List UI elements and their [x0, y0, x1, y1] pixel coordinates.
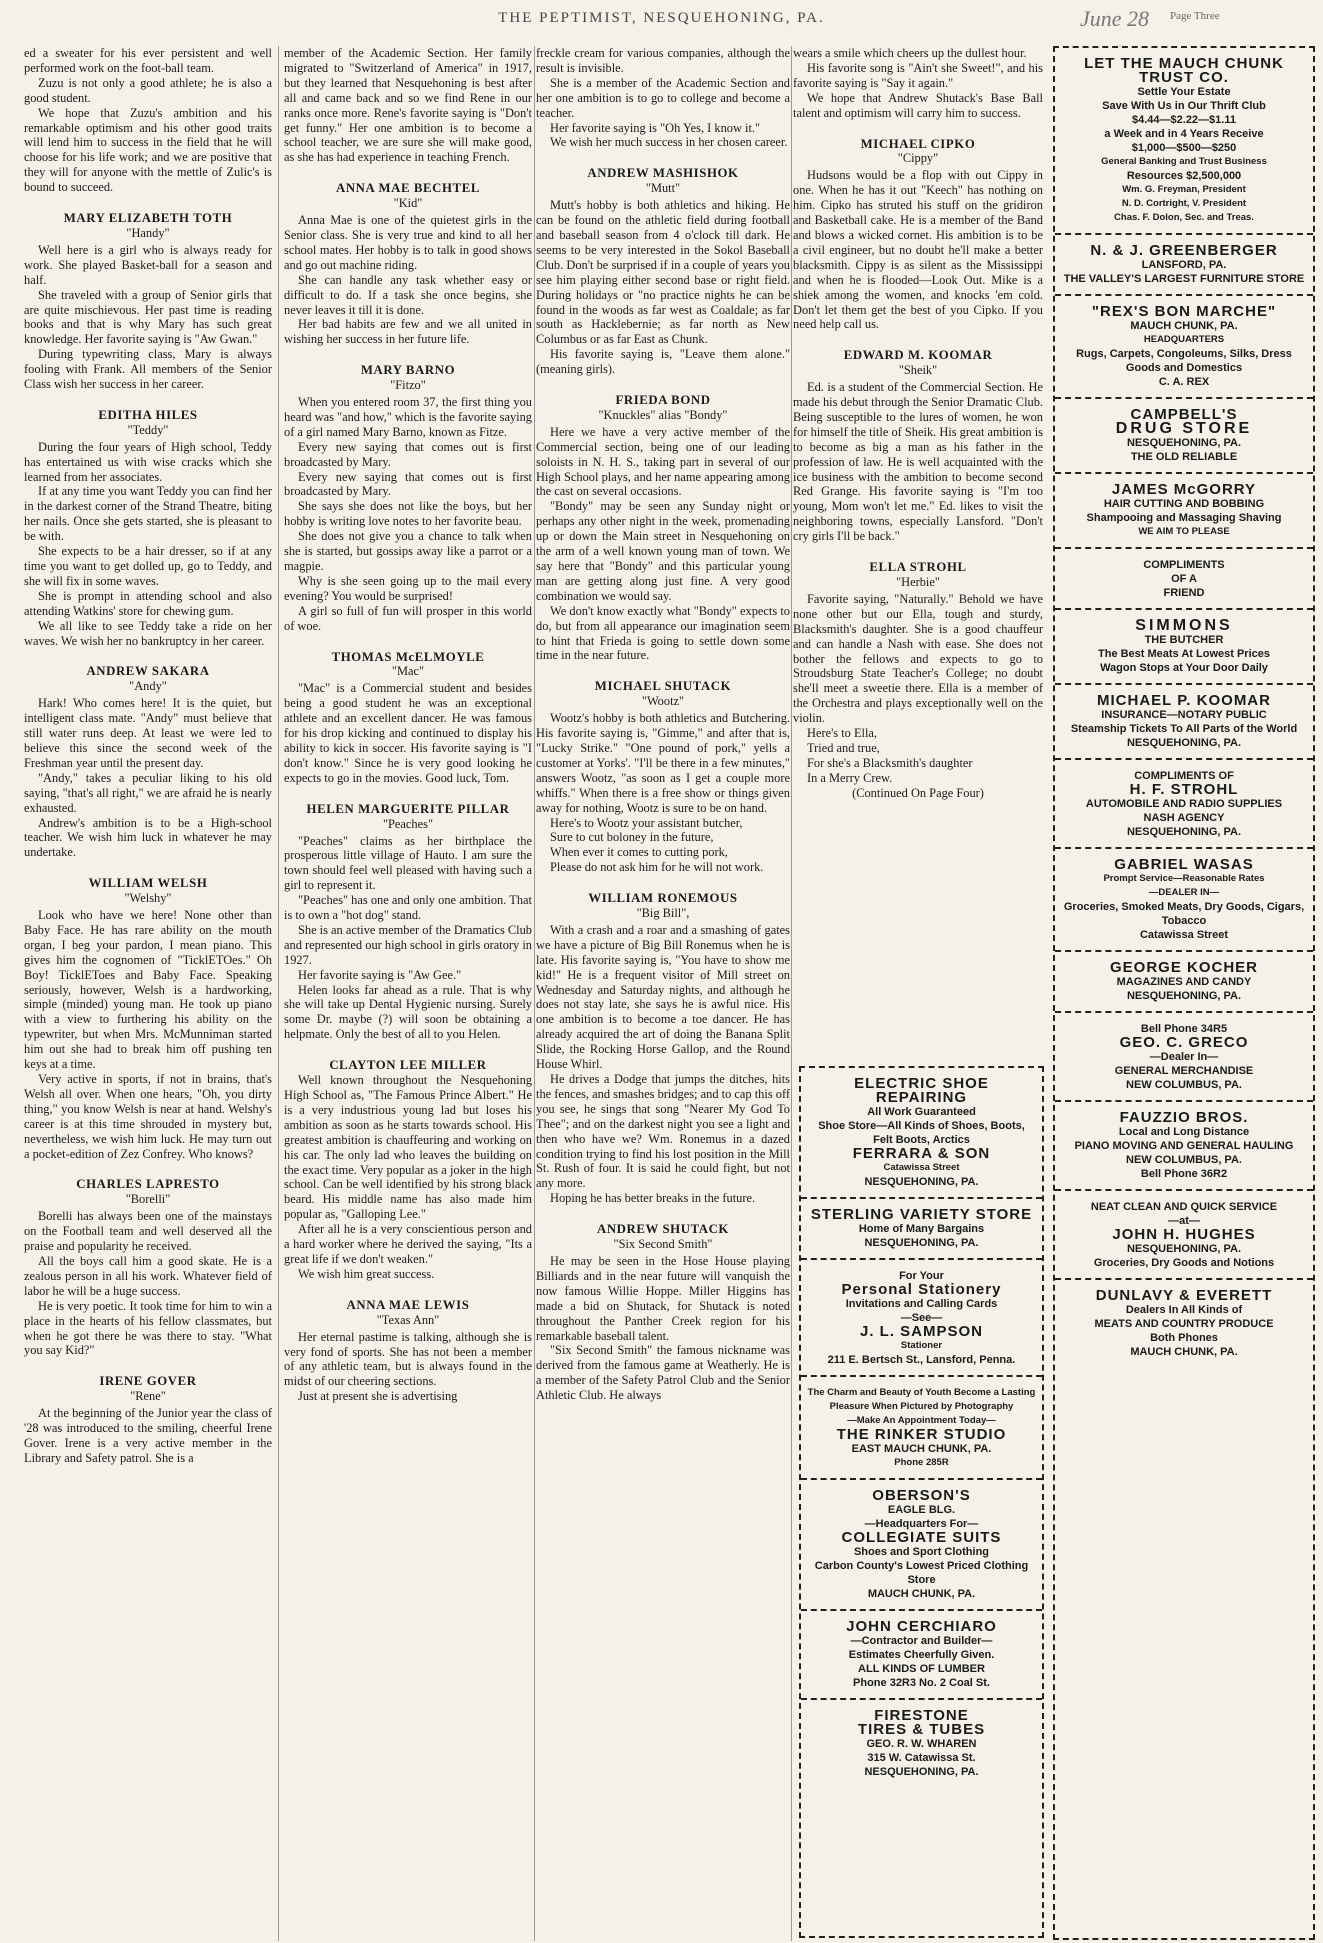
ad-line: JAMES McGORRY	[1111, 481, 1257, 498]
article-paragraph: "Six Second Smith" the famous nickname was derived from the famous game at Weatherly. He is a member of the Safety Patrol Club and the Senior Athletic Club. He always	[536, 1343, 790, 1403]
ad-line: NESQUEHONING, PA.	[864, 1766, 979, 1778]
ad-line: TIRES & TUBES	[857, 1721, 986, 1738]
advertisement	[1055, 48, 1313, 235]
article-paragraph: Mutt's hobby is both athletics and hiking. He can be found on the athletic field during football and baseball season from 4 o'clock till dark. He seems to be very interested in the Sokol Baseball Club. Don't be surprised if in a couple of years you see him playing either second base or right field. During holidays or "no practice nights he can be found in the woods as far west as Coaldale; as far south as Hacklebernie; as far north as New Columbus or as far East as Chunk.	[536, 198, 790, 347]
article-paragraph: Wootz's hobby is both athletics and Butchering. His favorite saying is, "Gimme," and after that is, "Lucky Strike." "One pound of pork," yells a customer at Yorks'. "I'll be there in a few minutes," answers Wootz, "as soon as I get a couple more whiffs." When there is a free show or things given away for nothing, Wootz is sure to be on hand.	[536, 711, 790, 815]
ad-line: AUTOMOBILE AND RADIO SUPPLIES	[1085, 798, 1283, 810]
student-name-heading: ANNA MAE BECHTEL	[336, 181, 480, 196]
ad-line: NESQUEHONING, PA.	[864, 1237, 979, 1249]
ad-line: DRUG STORE	[1115, 420, 1253, 437]
advertisement	[1055, 1102, 1313, 1191]
ad-line: N. & J. GREENBERGER	[1090, 242, 1278, 259]
article-paragraph: She is prompt in attending school and also attending Watkins' store for chewing gum.	[24, 588, 272, 618]
advertisement	[1055, 235, 1313, 296]
ad-line: STERLING VARIETY STORE	[810, 1206, 1033, 1223]
student-name-heading: MICHAEL CIPKO	[860, 136, 976, 151]
article-paragraph: For she's a Blacksmith's daughter	[807, 755, 973, 770]
ad-line: General Banking and Trust Business	[1101, 156, 1267, 167]
article-paragraph: In a Merry Crew.	[807, 770, 893, 785]
student-nickname: "Peaches"	[382, 816, 434, 831]
article-paragraph: Helen looks far ahead as a rule. That is why she will take up Dental Hygienic nursing. Surely some Dr. maybe (?) will soon be obtaining a helpmate. Only the best of all to you Helen.	[284, 982, 532, 1042]
ad-line: NESQUEHONING, PA.	[1126, 826, 1242, 838]
ad-line: OF A	[1171, 573, 1197, 585]
advertisement	[1055, 1280, 1313, 1367]
column-rule	[791, 46, 792, 1941]
ad-line: Save With Us in Our Thrift Club	[1102, 100, 1266, 112]
ad-line: Dealers In All Kinds of	[1125, 1304, 1243, 1316]
student-name-heading: FRIEDA BOND	[615, 393, 711, 408]
ad-line: Groceries, Dry Goods and Notions	[1093, 1257, 1275, 1269]
advertisement	[801, 1377, 1042, 1480]
student-name-heading: WILLIAM RONEMOUS	[588, 891, 738, 906]
ad-line: GEO. C. GRECO	[1119, 1034, 1249, 1051]
student-name-heading: ELLA STROHL	[869, 560, 967, 575]
article-column-3	[536, 46, 790, 1941]
handwritten-date: June 28	[1080, 6, 1150, 31]
ad-line: NESQUEHONING, PA.	[1126, 737, 1242, 749]
advertisement	[1055, 549, 1313, 610]
article-paragraph: She is a member of the Academic Section and her one ambition is to go to college and become a teacher.	[536, 75, 790, 120]
article-paragraph: Borelli has always been one of the mainstays on the Football team and well deserved all the praise and popularity he received.	[24, 1209, 272, 1254]
ad-line: $4.44—$2.22—$1.11	[1132, 114, 1236, 126]
article-paragraph: We don't know exactly what "Bondy" expects to do, but from all appearance our imagination seem to hint that Frieda is going to settle down some time in the near future.	[536, 603, 790, 663]
advertisement-column-right	[1053, 46, 1315, 1940]
ad-line: Invitations and Calling Cards	[845, 1298, 998, 1310]
ad-line: WE AIM TO PLEASE	[1138, 526, 1230, 537]
ad-line: 315 W. Catawissa St.	[867, 1752, 976, 1764]
ad-line: HEADQUARTERS	[1143, 334, 1225, 345]
article-paragraph: Zuzu is not only a good athlete; he is also a good student.	[24, 75, 272, 105]
ad-line: OBERSON'S	[872, 1487, 971, 1504]
article-paragraph: When you entered room 37, the first thing you heard was "and how," which is the favorite saying of a girl named Mary Barno, known as Fitze.	[284, 395, 532, 439]
ad-line: LET THE MAUCH CHUNK TRUST CO.	[1084, 55, 1284, 86]
student-nickname: "Kid"	[393, 196, 423, 211]
ad-line: NEW COLUMBUS, PA.	[1126, 1079, 1242, 1091]
advertisement	[1055, 1013, 1313, 1102]
student-name-heading: HELEN MARGUERITE PILLAR	[306, 801, 510, 816]
student-nickname: "Handy"	[126, 225, 170, 240]
ad-line: Bell Phone 36R2	[1140, 1168, 1228, 1180]
ad-line: MAUCH CHUNK, PA.	[1130, 320, 1238, 332]
student-name-heading: ANDREW SHUTACK	[596, 1222, 729, 1237]
ad-line: —DEALER IN—	[1148, 887, 1220, 898]
student-nickname: "Six Second Smith"	[613, 1237, 713, 1252]
ad-line: The Charm and Beauty of Youth Become a Lasting Pleasure When Pictured by Photography	[807, 1387, 1036, 1412]
ad-line: COMPLIMENTS OF	[1134, 770, 1234, 782]
ad-line: JOHN H. HUGHES	[1112, 1226, 1256, 1243]
ad-line: EAST MAUCH CHUNK, PA.	[851, 1443, 992, 1455]
article-paragraph: During typewriting class, Mary is always fooling with Frank. All members of the Senior Class wish her success in her career.	[24, 347, 272, 392]
article-paragraph: Her bad habits are few and we all united in wishing her success in her future life.	[284, 317, 532, 347]
masthead	[0, 6, 1323, 36]
ad-line: Shampooing and Massaging Shaving	[1086, 512, 1282, 524]
ad-line: COMPLIMENTS	[1143, 559, 1225, 571]
ad-line: Rugs, Carpets, Congoleums, Silks, Dress Goods and Domestics	[1076, 348, 1292, 374]
student-nickname: "Mac"	[391, 664, 425, 679]
article-paragraph: Here's to Wootz your assistant butcher,	[550, 815, 743, 830]
ad-line: Personal Stationery	[841, 1281, 1002, 1298]
ad-line: ELECTRIC SHOE REPAIRING	[854, 1075, 989, 1106]
ad-line: Carbon County's Lowest Priced Clothing Store	[814, 1560, 1029, 1586]
advertisement	[1055, 760, 1313, 849]
student-nickname: "Wootz"	[641, 694, 685, 709]
student-name-heading: ANNA MAE LEWIS	[346, 1297, 470, 1312]
article-paragraph: He drives a Dodge that jumps the ditches, hits the fences, and smashes bridges; and to cap this off you see, he sings that song "Nearer My God To Thee"; and on the darkest night you see a light and then who have we? Wm. Ronemus in a dazed condition trying to find his lost position in the Mill St. Rush of four. It is said he could fight, but not any more.	[536, 1072, 790, 1191]
article-paragraph: Hoping he has better breaks in the future.	[550, 1191, 756, 1206]
student-nickname: "Cippy"	[897, 151, 939, 166]
ad-line: Estimates Cheerfully Given.	[848, 1649, 995, 1661]
article-paragraph: Favorite saying, "Naturally." Behold we have none other but our Ella, tough and sturdy, Blacksmith's daughter. She is a good chauffeur and can handle a Nash with ease. She does not bother the fellows and expects to go to Stroudsburg State Teacher's College; no doubt she'll meet a sweetie there. Ella is a member of the Orchestra and plays exceptionally well on the violin.	[793, 591, 1043, 726]
ad-line: Prompt Service—Reasonable Rates	[1103, 873, 1265, 884]
article-paragraph: member of the Academic Section. Her family migrated to "Switzerland of America" in 1917, but they learned that Nesquehoning is best after all and came back and so we find Rene in our ranks once more. Rene's favorite saying is "Don't get funny." Her one ambition is to become a school teacher, we are sure she will make good, as she has had experience in teaching French.	[284, 46, 532, 165]
ad-line: PIANO MOVING AND GENERAL HAULING	[1074, 1140, 1294, 1152]
ad-line: NESQUEHONING, PA.	[864, 1176, 979, 1188]
article-paragraph: Just at present she is advertising	[298, 1389, 458, 1404]
advertisement-column-left	[799, 1066, 1044, 1938]
advertisement	[1055, 1191, 1313, 1280]
ad-line: INSURANCE—NOTARY PUBLIC	[1101, 709, 1267, 721]
ad-line: THE OLD RELIABLE	[1130, 451, 1238, 463]
student-name-heading: WILLIAM WELSH	[88, 876, 208, 891]
article-paragraph: If at any time you want Teddy you can find her in the darkest corner of the Strand Theatre, biting her nails. Once she gets started, she is pleasant to be with.	[24, 484, 272, 544]
article-paragraph: She expects to be a hair dresser, so if at any time you want to get dolled up, go to Teddy, and she will fix in some waves.	[24, 544, 272, 588]
advertisement	[1055, 952, 1313, 1013]
ad-line: J. L. SAMPSON	[859, 1323, 984, 1340]
article-paragraph: With a crash and a roar and a smashing of gates we have a picture of Big Bill Ronemus when he is late. His favorite saying is, "You have to show me kid!" He is a frequent visitor of Mill street on Wednesday and Saturday nights, and although he does not stay late, she says he is awful nice. His one ambition is to become a toe dancer. He has already acquired the art of doing the Banana Split Slide, the Rocking Horse Gallop, and the Round House Whirl.	[536, 922, 790, 1072]
student-name-heading: ANDREW SAKARA	[86, 664, 210, 679]
article-paragraph: We hope that Zuzu's ambition and his remarkable optimism and his other good traits will lend him to success in the field that he will choose for his life work; and we are positive that they will for anyone with the mettle of Zulic's is bound to succeed.	[24, 105, 272, 195]
article-paragraph: After all he is a very conscientious person and a hard worker where he derived the saying, "Its a great life if we don't weaken."	[284, 1222, 532, 1266]
article-paragraph: She says she does not like the boys, but her hobby is writing love notes to her favorite beau.	[284, 499, 532, 529]
article-paragraph: Sure to cut boloney in the future,	[550, 830, 714, 845]
ad-line: Catawissa Street	[1139, 929, 1229, 941]
ad-line: C. A. REX	[1158, 376, 1210, 388]
article-paragraph: When ever it comes to cutting pork,	[550, 845, 728, 860]
ad-line: SIMMONS	[1135, 617, 1233, 634]
article-paragraph: He is very poetic. It took time for him to win a place in the hearts of his fellow classmates, but when he got there he was there to stay. "What you say Kid?"	[24, 1298, 272, 1358]
article-column-4	[793, 46, 1043, 1056]
article-paragraph: Every new saying that comes out is first broadcasted by Mary.	[284, 469, 532, 499]
student-nickname: "Welshy"	[124, 891, 172, 906]
ad-line: $1,000—$500—$250	[1131, 142, 1237, 154]
article-paragraph: Andrew's ambition is to be a High-school teacher. We wish him luck in whatever he may undertake.	[24, 815, 272, 860]
article-paragraph: She traveled with a group of Senior girls that are quite mischievous. Her past time is reading books and that is why Mary has such great knowledge. Her favorite saying is "Aw Gwan."	[24, 287, 272, 347]
ad-line: GEORGE KOCHER	[1109, 959, 1258, 976]
article-paragraph: She can handle any task whether easy or difficult to do. If a task she once begins, she never leaves it till it is done.	[284, 272, 532, 317]
article-paragraph: Very active in sports, if not in brains, that's Welsh all over. When one hears, "Oh, you dirty thing," you know Welsh is near at hand. Welshy's career is at this time shrouded in mystery but, nevertheless, we wish him luck. He may turn out a pocket-edition of Zez Confrey. Who knows?	[24, 1072, 272, 1161]
newspaper-title: THE PEPTIMIST, NESQUEHONING, PA.	[498, 10, 825, 26]
ad-line: JOHN CERCHIARO	[846, 1618, 997, 1635]
student-nickname: (Continued On Page Four)	[852, 785, 984, 800]
ad-line: a Week and in 4 Years Receive	[1104, 128, 1264, 140]
ad-line: Groceries, Smoked Meats, Dry Goods, Cigars, Tobacco	[1063, 901, 1305, 927]
student-nickname: "Sheik"	[898, 363, 938, 378]
ad-line: Shoe Store—All Kinds of Shoes, Boots, Felt Boots, Arctics	[818, 1120, 1025, 1146]
article-paragraph: At the beginning of the Junior year the class of '28 was introduced to the smiling, cheerful Irene Gover. Irene is a very active member in the Library and Safety patrol. She is a	[24, 1406, 272, 1465]
article-paragraph: She is an active member of the Dramatics Club and represented our high school in girls oratory in 1927.	[284, 922, 532, 967]
ad-line: FERRARA & SON	[852, 1145, 991, 1162]
ad-line: THE VALLEY'S LARGEST FURNITURE STORE	[1063, 273, 1305, 285]
student-name-heading: CLAYTON LEE MILLER	[329, 1058, 487, 1073]
student-name-heading: EDWARD M. KOOMAR	[843, 348, 993, 363]
article-paragraph: A girl so full of fun will prosper in this world of woe.	[284, 603, 532, 633]
article-paragraph: Hark! Who comes here! It is the quiet, but intelligent class mate. "Andy" must believe that still water runs deep. At least we were led to believe this since the second week of the Freshman year until the present day.	[24, 696, 272, 770]
article-paragraph: Her eternal pastime is talking, although she is very fond of sports. She has not been a member of any athletic team, but is always found in the midst of our cheering sections.	[284, 1329, 532, 1389]
student-nickname: "Big Bill",	[636, 906, 690, 921]
ad-line: MAGAZINES AND CANDY	[1116, 976, 1252, 988]
ad-line: All Work Guaranteed	[867, 1106, 976, 1118]
article-paragraph: freckle cream for various companies, although the result is invisible.	[536, 46, 790, 75]
article-paragraph: His favorite song is "Ain't she Sweet!", and his favorite saying is "Say it again."	[793, 60, 1043, 90]
ad-line: —at—	[1168, 1215, 1200, 1227]
ad-line: —Headquarters For—	[864, 1518, 979, 1530]
advertisement	[801, 1199, 1042, 1260]
ad-line: Phone 32R3 No. 2 Coal St.	[853, 1677, 990, 1689]
ad-line: Chas. F. Dolon, Sec. and Treas.	[1114, 212, 1254, 223]
ad-line: CAMPBELL'S	[1130, 406, 1238, 423]
advertisement	[1055, 474, 1313, 549]
article-paragraph: Please do not ask him for he will not work.	[550, 860, 764, 875]
ad-line: —Contractor and Builder—	[850, 1635, 993, 1647]
student-nickname: "Rene"	[130, 1389, 166, 1404]
article-paragraph: Tried and true,	[807, 740, 880, 755]
advertisement	[801, 1260, 1042, 1377]
article-paragraph: During the four years of High school, Teddy has entertained us with wise cracks which she learned from her associates.	[24, 439, 272, 484]
ad-line: For Your	[899, 1270, 944, 1282]
ad-line: NEW COLUMBUS, PA.	[1126, 1154, 1242, 1166]
ad-line: Local and Long Distance	[1118, 1126, 1250, 1138]
ad-line: Settle Your Estate	[1137, 86, 1231, 98]
ad-line: "REX'S BON MARCHE"	[1091, 303, 1277, 320]
ad-line: 211 E. Bertsch St., Lansford, Penna.	[827, 1354, 1016, 1366]
ad-line: Wm. G. Freyman, President	[1122, 184, 1246, 195]
column-rule	[534, 46, 535, 1941]
ad-line: NESQUEHONING, PA.	[1126, 990, 1242, 1002]
advertisement	[1055, 610, 1313, 685]
ad-line: MAUCH CHUNK, PA.	[867, 1588, 976, 1600]
article-paragraph: He may be seen in the Hose House playing Billiards and in the near future will vanquish the now famous Willie Hoppe. Miller Higgins has made a bid on Shutack, for Shutack is noted throughout the Panther Creek region for his remarkable baseball talent.	[536, 1253, 790, 1343]
article-paragraph: "Peaches" claims as her birthplace the prosperous little village of Hauto. I am sure the town should feel well pleased with having such a girl to represent it.	[284, 833, 532, 893]
article-column-2	[284, 46, 532, 1941]
ad-line: Phone 285R	[894, 1457, 949, 1468]
student-name-heading: CHARLES LAPRESTO	[76, 1177, 220, 1192]
ad-line: ALL KINDS OF LUMBER	[858, 1663, 985, 1675]
ad-line: NEAT CLEAN AND QUICK SERVICE	[1090, 1201, 1278, 1213]
article-paragraph: "Andy," takes a peculiar liking to his old saying, "that's all right," we are afraid he is nearly exhausted.	[24, 770, 272, 815]
article-paragraph: Her favorite saying is "Aw Gee."	[298, 967, 462, 982]
article-paragraph: All the boys call him a good skate. He is a zealous person in all his work. Whatever field of labor he will be a huge success.	[24, 1253, 272, 1298]
article-paragraph: Why is she seen going up to the mail every evening? You would be surprised!	[284, 573, 532, 603]
advertisement	[801, 1068, 1042, 1199]
student-nickname: "Mutt"	[645, 181, 681, 196]
ad-line: —Dealer In—	[1149, 1051, 1219, 1063]
ad-line: FRIEND	[1163, 587, 1205, 599]
student-nickname: "Herbie"	[896, 575, 940, 589]
ad-line: GENERAL MERCHANDISE	[1114, 1065, 1254, 1077]
student-nickname: "Andy"	[129, 679, 167, 694]
ad-line: —Make An Appointment Today—	[847, 1415, 996, 1426]
student-nickname: "Texas Ann"	[376, 1312, 440, 1327]
article-paragraph: We wish her much success in her chosen career.	[550, 135, 788, 150]
article-paragraph: We all like to see Teddy take a ride on her waves. We wish her no bankruptcy in her career.	[24, 618, 272, 648]
student-nickname: "Knuckles" alias "Bondy"	[598, 407, 728, 422]
ad-line: Bell Phone 34R5	[1140, 1023, 1228, 1035]
article-paragraph: His favorite saying is, "Leave them alone." (meaning girls).	[536, 347, 790, 377]
ad-line: —See—	[900, 1312, 943, 1324]
ad-line: LANSFORD, PA.	[1141, 259, 1227, 271]
ad-line: Resources $2,500,000	[1126, 170, 1242, 182]
article-column-1	[24, 46, 272, 1941]
ad-line: COLLEGIATE SUITS	[841, 1529, 1002, 1546]
article-paragraph: Anna Mae is one of the quietest girls in the Senior class. She is very true and kind to all her school mates. Her hobby is to talk in good shows and go out machine riding.	[284, 213, 532, 272]
student-nickname: "Borelli"	[125, 1192, 171, 1207]
article-paragraph: We hope that Andrew Shutack's Base Ball talent and optimism will carry him to success.	[793, 90, 1043, 120]
ad-line: Stationer	[900, 1340, 943, 1351]
advertisement	[801, 1611, 1042, 1700]
ad-line: H. F. STROHL	[1129, 781, 1239, 798]
article-paragraph: wears a smile which cheers up the dullest hour.	[793, 46, 1027, 60]
ad-line: Home of Many Bargains	[858, 1223, 985, 1235]
student-name-heading: MARY ELIZABETH TOTH	[63, 211, 233, 226]
article-paragraph: We wish him great success.	[298, 1266, 435, 1281]
article-paragraph: Here we have a very active member of the Commercial section, being one of our leading soloists in N. H. S., taking part in several of our High School plays, and her name appearing among the cast on several occasions.	[536, 424, 790, 499]
article-paragraph: "Peaches" has one and only one ambition. That is to own a "hot dog" stand.	[284, 893, 532, 923]
ad-line: Steamship Tickets To All Parts of the World	[1070, 723, 1298, 735]
ad-line: MICHAEL P. KOOMAR	[1097, 692, 1271, 709]
student-nickname: "Fitzo"	[390, 378, 426, 393]
ad-line: THE RINKER STUDIO	[836, 1426, 1007, 1443]
ad-line: FIRESTONE	[874, 1707, 969, 1724]
ad-line: N. D. Cortright, V. President	[1121, 198, 1247, 209]
article-paragraph: Well known throughout the Nesquehoning High School as, "The Famous Prince Albert." He is a very industrious young lad but loses his ambition as soon as he starts towards school. His greatest ambition is chauffeuring and working on his car. The only lad who leaves the building on the exact time. Very popular as a joker in the high school. Can be well identified by his strong black beard. His middle name has also made him popular as, "Galloping Lee."	[284, 1073, 532, 1222]
advertisement	[1055, 399, 1313, 474]
student-name-heading: MARY BARNO	[360, 363, 456, 378]
page-number: Page Three	[1170, 10, 1220, 22]
ad-line: NESQUEHONING, PA.	[1126, 437, 1242, 449]
ad-line: NASH AGENCY	[1143, 812, 1225, 824]
student-name-heading: EDITHA HILES	[98, 407, 198, 422]
student-name-heading: THOMAS McELMOYLE	[331, 649, 485, 664]
article-paragraph: Her favorite saying is "Oh Yes, I know it."	[550, 120, 761, 135]
article-paragraph: ed a sweater for his ever persistent and well performed work on the foot-ball team.	[24, 46, 272, 75]
ad-line: MEATS AND COUNTRY PRODUCE	[1094, 1318, 1274, 1330]
ad-line: DUNLAVY & EVERETT	[1095, 1287, 1273, 1304]
ad-line: MAUCH CHUNK, PA.	[1130, 1346, 1238, 1358]
article-paragraph: Well here is a girl who is always ready for work. She played Basket-ball for a season and half.	[24, 242, 272, 287]
student-name-heading: ANDREW MASHISHOK	[587, 166, 739, 181]
article-paragraph: "Bondy" may be seen any Sunday night or perhaps any other night in the week, promenading up or down the Main street in Nesquehoning on the arm of a well known young man of town. We say here that "Bondy" and this particular young man are getting along just fine. A very good combination we would say.	[536, 499, 790, 603]
article-paragraph: Every new saying that comes out is first broadcasted by Mary.	[284, 439, 532, 469]
ad-line: NESQUEHONING, PA.	[1126, 1243, 1242, 1255]
article-paragraph: Hudsons would be a flop with out Cippy in one. When he has it out "Keech" has nothing on him. Cipko has struted his stuff on the gridiron and Basketball cake. He is a member of the Band and blows a wicked cornet. His ambition is to be a civil engineer, but no doubt he'll make a better blacksmith. Cippy is as silent as the Mississippi and when he is flooded—Look Out. Mike is a shiek among the women, and knocks 'em cold. Don't let them get the best of you Cipko. If you need help call us.	[793, 168, 1043, 332]
ad-line: EAGLE BLG.	[887, 1504, 956, 1516]
ad-line: THE BUTCHER	[1144, 634, 1224, 646]
ad-line: The Best Meats At Lowest Prices	[1098, 648, 1270, 660]
article-paragraph: She does not give you a chance to talk when she is started, but gossips away like a parrot or a magpie.	[284, 529, 532, 573]
ad-line: GEO. R. W. WHAREN	[866, 1738, 977, 1750]
advertisement	[801, 1700, 1042, 1787]
advertisement	[1055, 296, 1313, 399]
advertisement	[1055, 849, 1313, 952]
ad-line: Shoes and Sport Clothing	[853, 1546, 990, 1558]
article-paragraph: Look who have we here! None other than Baby Face. He has rare ability on the mouth organ, I beg your pardon, I mean piano. This gives him the cognomen of "TicklETOes." Oh Boy! TicklEToes and Baby Face. Speaking seriously, however, Welsh is a hardworking, simple (minded) young man. He took up piano with a view to furthering his ability on the typewriter, but when Mrs. McMunniman started him out she had to break him off pushing ten keys at a time.	[24, 908, 272, 1072]
ad-line: Both Phones	[1150, 1332, 1218, 1344]
article-paragraph: Here's to Ella,	[807, 726, 878, 741]
ad-line: FAUZZIO BROS.	[1119, 1109, 1249, 1126]
advertisement	[1055, 685, 1313, 760]
student-name-heading: MICHAEL SHUTACK	[594, 679, 732, 694]
ad-line: GABRIEL WASAS	[1114, 856, 1254, 873]
ad-line: Catawissa Street	[883, 1162, 960, 1173]
ad-line: Wagon Stops at Your Door Daily	[1100, 662, 1268, 674]
article-paragraph: "Mac" is a Commercial student and besides being a good student he was an exceptional athlete and an excellent dancer. He was famous for his drop kicking and continued to display his ability to kick in soccer. His favorite saying is "I don't know." Since he is very good looking he expects to go in the movies. Good luck, Tom.	[284, 681, 532, 785]
article-paragraph: Ed. is a student of the Commercial Section. He made his debut through the Senior Dramatic Club. Being susceptible to the lures of women, he won for himself the title of Sheik. His great ambition is to become as big a man as his father in the profession of law. He is well acquainted with the ice business with the ambition to become second Red Grange. His favorite saying is "I'm too young, Mom won't let me." Ed. likes to visit the neighboring towns, especially Lansford. "Don't cry girls I'll be back."	[793, 380, 1043, 544]
column-rule	[278, 46, 279, 1941]
advertisement	[801, 1480, 1042, 1611]
student-name-heading: IRENE GOVER	[99, 1374, 197, 1389]
student-nickname: "Teddy"	[127, 422, 169, 437]
ad-line: HAIR CUTTING AND BOBBING	[1103, 498, 1265, 510]
